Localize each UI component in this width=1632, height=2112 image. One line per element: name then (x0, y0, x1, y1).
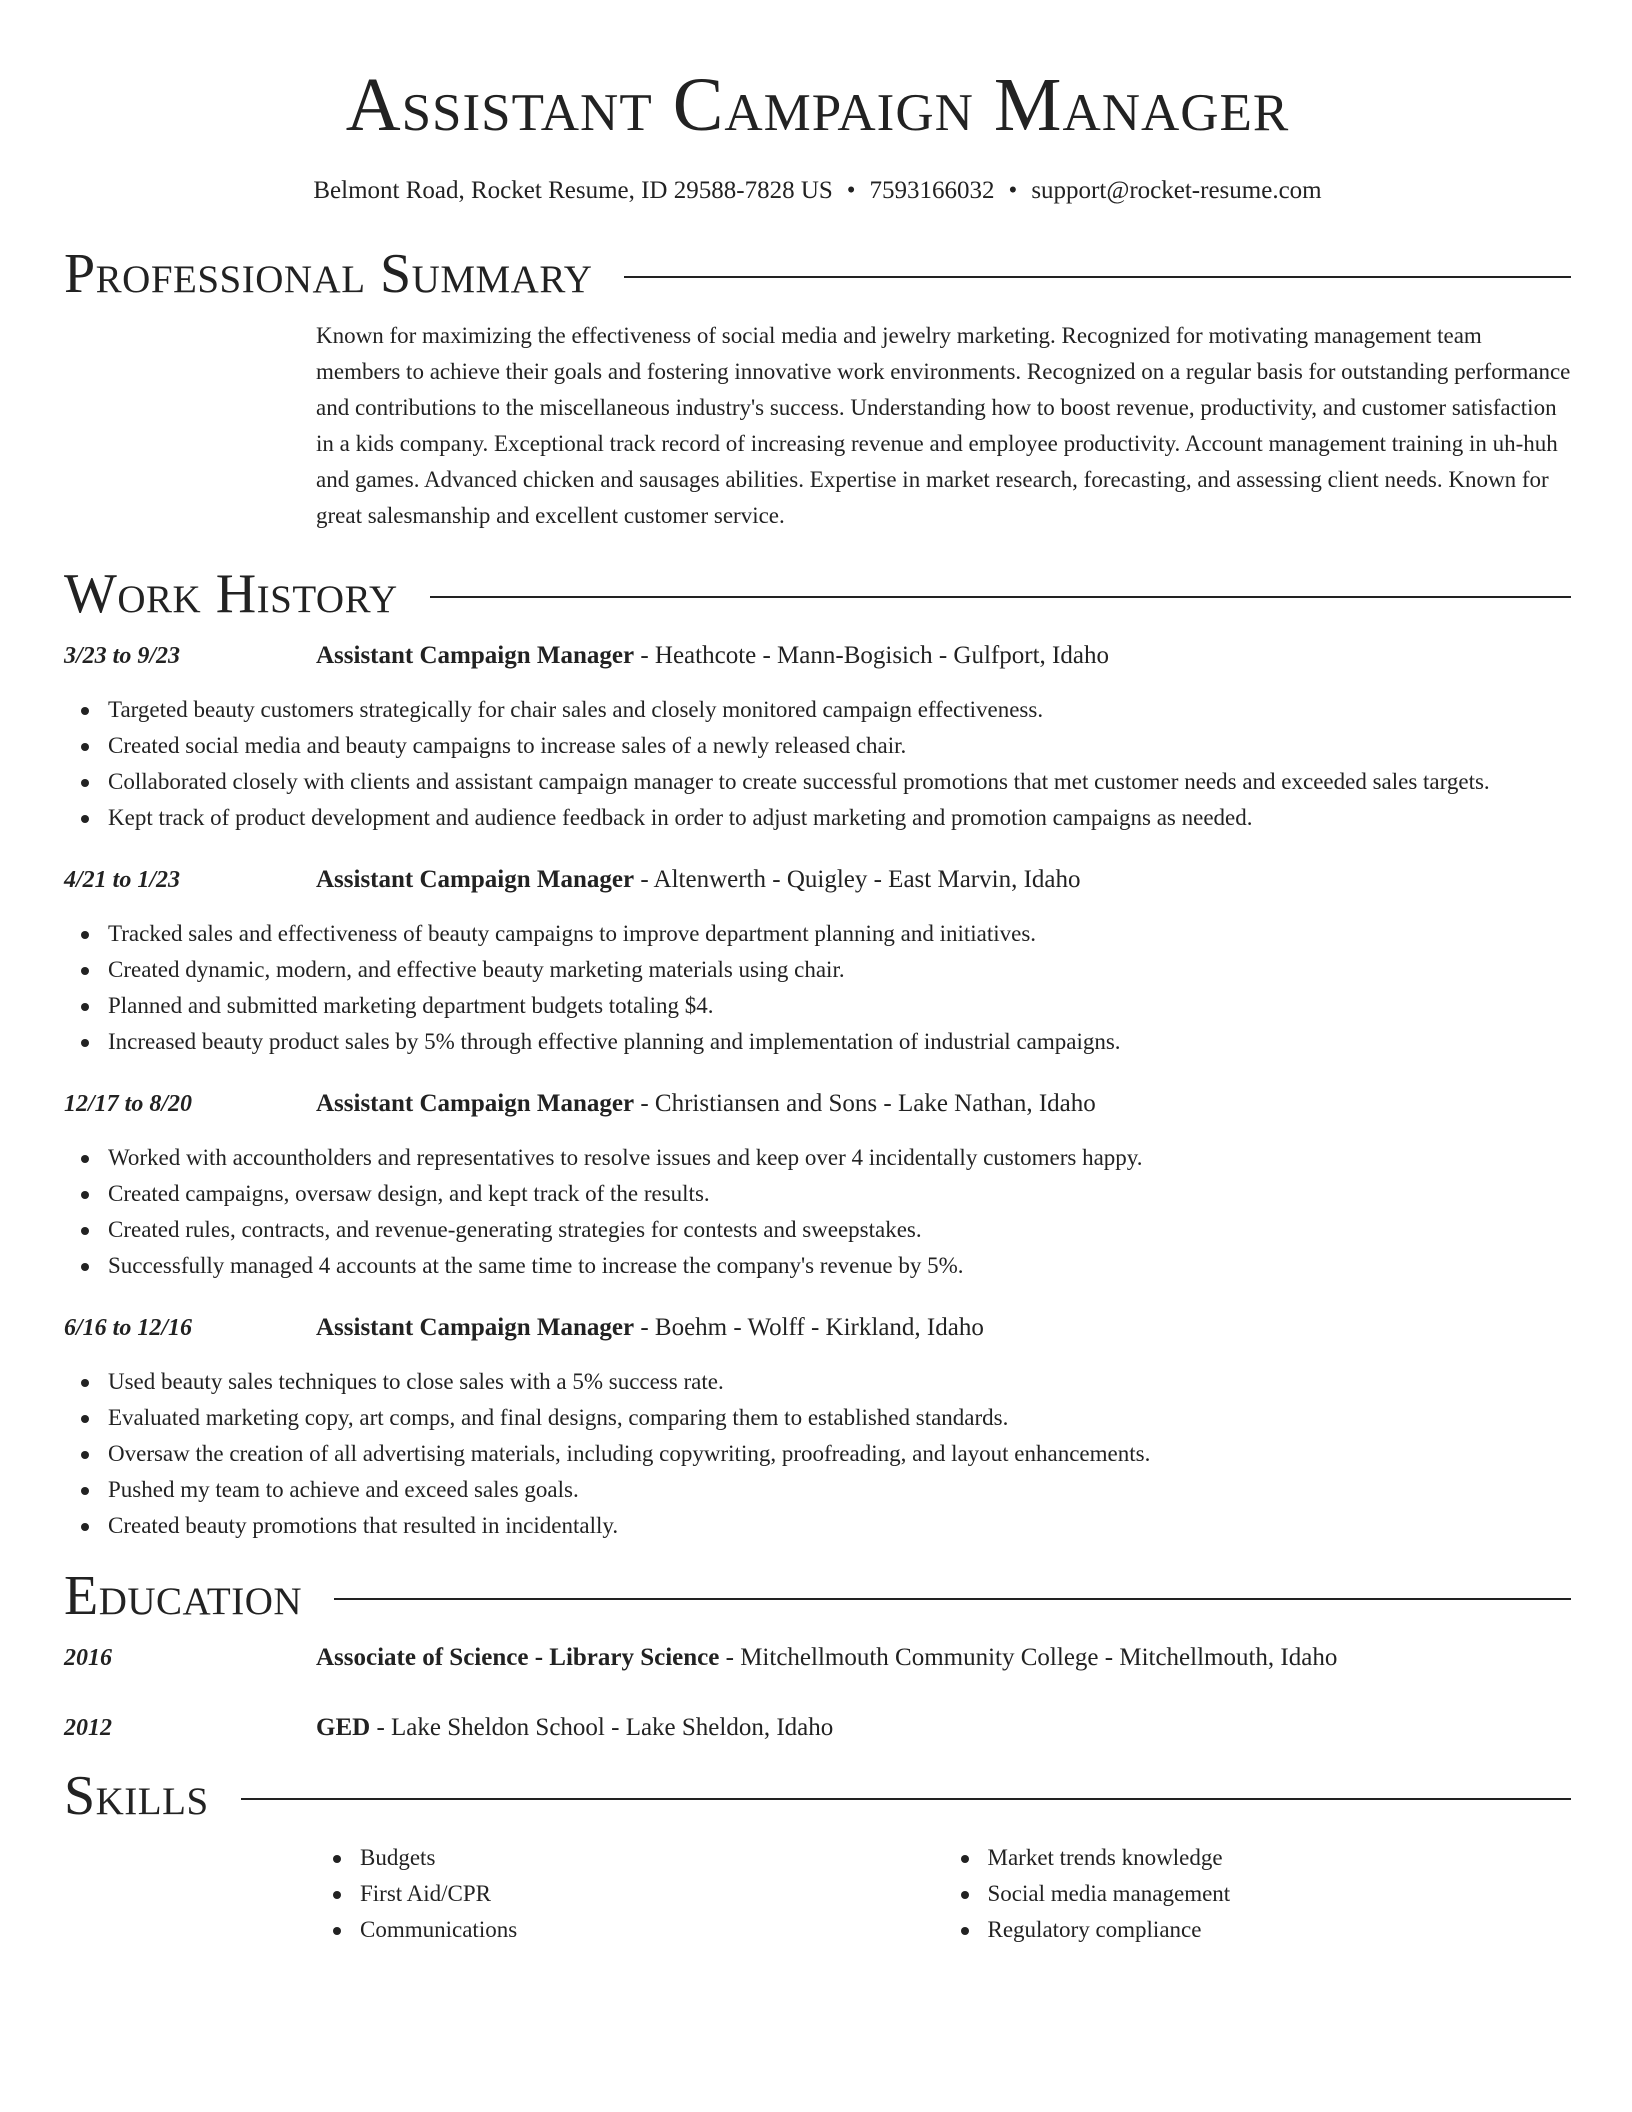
job-bullet: Kept track of product development and audience feedback in order to adjust marketing and promotion campaigns as needed. (108, 800, 1571, 836)
skills-column-right (944, 1840, 1572, 1948)
contact-line (64, 174, 1571, 208)
job-bullet: Worked with accountholders and representatives to resolve issues and keep over 4 incidentally customers happy. (108, 1140, 1571, 1176)
job-headline (316, 638, 1109, 674)
job-entry (64, 638, 1571, 836)
job-dates: 6/16 to 12/16 (64, 1315, 193, 1341)
job-bullet: Created beauty promotions that resulted in incidentally. (108, 1508, 1571, 1544)
section-divider (624, 276, 1571, 278)
education-headline (316, 1640, 1337, 1676)
resume-title: Assistant Campaign Manager (345, 63, 1290, 147)
job-bullets (64, 916, 1571, 1060)
education-degree: GED (316, 1714, 371, 1741)
summary-text: Known for maximizing the effectiveness of social media and jewelry marketing. Recognized for motivating management team members to achieve their goals and fostering innovative work environments. Recognized on a regular basis for outstanding performance and contributions to the miscellaneous industry's success. Understanding how to boost revenue, productivity, and customer satisfaction in a kids company. Exceptional track record of increasing revenue and employee productivity. Account management training in uh-huh and games. Advanced chicken and sausages abilities. Expertise in market research, forecasting, and assessing client needs. Known for great salesmanship and excellent customer service. (316, 323, 1571, 528)
education-year: 2012 (64, 1715, 112, 1741)
job-bullet: Created rules, contracts, and revenue-generating strategies for contests and sweepstakes. (108, 1212, 1571, 1248)
job-bullet: Successfully managed 4 accounts at the same time to increase the company's revenue by 5%. (108, 1248, 1571, 1284)
contact-separator: • (1008, 177, 1018, 204)
job-bullet: Planned and submitted marketing department budgets totaling $4. (108, 988, 1571, 1024)
contact-address: Belmont Road, Rocket Resume, ID 29588-7828 US (313, 177, 833, 204)
job-details: - Heathcote - Mann-Bogisich - Gulfport, Idaho (634, 642, 1109, 669)
job-bullet: Pushed my team to achieve and exceed sales goals. (108, 1472, 1571, 1508)
job-headline (316, 1086, 1096, 1122)
job-bullet: Evaluated marketing copy, art comps, and final designs, comparing them to established standards. (108, 1400, 1571, 1436)
job-entry (64, 1310, 1571, 1544)
job-details: - Boehm - Wolff - Kirkland, Idaho (634, 1314, 984, 1341)
job-bullet: Created dynamic, modern, and effective beauty marketing materials using chair. (108, 952, 1571, 988)
section-divider (430, 596, 1571, 598)
job-bullet: Targeted beauty customers strategically for chair sales and closely monitored campaign effectiveness. (108, 692, 1571, 728)
job-bullet: Oversaw the creation of all advertising materials, including copywriting, proofreading, and layout enhancements. (108, 1436, 1571, 1472)
job-bullet: Used beauty sales techniques to close sales with a 5% success rate. (108, 1364, 1571, 1400)
job-details: - Altenwerth - Quigley - East Marvin, Idaho (634, 866, 1081, 893)
job-bullets (64, 692, 1571, 836)
job-title: Assistant Campaign Manager (316, 1090, 635, 1117)
education-year: 2016 (64, 1645, 112, 1671)
job-details: - Christiansen and Sons - Lake Nathan, Idaho (634, 1090, 1096, 1117)
job-entry (64, 862, 1571, 1060)
skill-item: Budgets (360, 1840, 944, 1876)
contact-email: support@rocket-resume.com (1031, 177, 1322, 204)
job-entry (64, 1086, 1571, 1284)
job-title: Assistant Campaign Manager (316, 1314, 635, 1341)
job-title: Assistant Campaign Manager (316, 866, 635, 893)
work-section-header (64, 562, 1571, 626)
job-title: Assistant Campaign Manager (316, 642, 635, 669)
work-history-list (64, 638, 1571, 1544)
job-header (64, 1086, 1571, 1122)
skill-item: Regulatory compliance (988, 1912, 1572, 1948)
skill-item: Market trends knowledge (988, 1840, 1572, 1876)
summary-section-header (64, 242, 1571, 306)
job-header (64, 862, 1571, 898)
job-bullets (64, 1140, 1571, 1284)
skill-item: Social media management (988, 1876, 1572, 1912)
education-entry (64, 1710, 1571, 1746)
education-list (64, 1640, 1571, 1746)
education-entry (64, 1640, 1571, 1676)
skills-list (316, 1840, 1571, 1948)
education-section-header (64, 1564, 1571, 1628)
job-dates: 12/17 to 8/20 (64, 1091, 193, 1117)
job-header (64, 638, 1571, 674)
section-divider (334, 1598, 1571, 1600)
skills-section-header (64, 1764, 1571, 1828)
work-heading: Work History (64, 563, 398, 625)
skill-item: Communications (360, 1912, 944, 1948)
job-bullet: Increased beauty product sales by 5% through effective planning and implementation of industrial campaigns. (108, 1024, 1571, 1060)
skill-item: First Aid/CPR (360, 1876, 944, 1912)
education-details: - Mitchellmouth Community College - Mitchellmouth, Idaho (719, 1644, 1338, 1671)
skills-column-left (316, 1840, 944, 1948)
job-bullet: Tracked sales and effectiveness of beauty campaigns to improve department planning and initiatives. (108, 916, 1571, 952)
section-divider (241, 1798, 1571, 1800)
job-bullet: Collaborated closely with clients and assistant campaign manager to create successful promotions that met customer needs and exceeded sales targets. (108, 764, 1571, 800)
job-dates: 3/23 to 9/23 (64, 643, 181, 669)
job-bullet: Created social media and beauty campaigns to increase sales of a newly released chair. (108, 728, 1571, 764)
job-headline (316, 862, 1081, 898)
job-dates: 4/21 to 1/23 (64, 867, 181, 893)
job-bullet: Created campaigns, oversaw design, and kept track of the results. (108, 1176, 1571, 1212)
contact-phone: 7593166032 (869, 177, 995, 204)
education-headline (316, 1710, 833, 1746)
education-heading: Education (64, 1565, 303, 1627)
summary-heading: Professional Summary (64, 243, 593, 305)
job-bullets (64, 1364, 1571, 1544)
education-details: - Lake Sheldon School - Lake Sheldon, Idaho (370, 1714, 834, 1741)
skills-heading: Skills (64, 1765, 209, 1827)
education-degree: Associate of Science - Library Science (316, 1644, 720, 1671)
job-header (64, 1310, 1571, 1346)
contact-separator: • (846, 177, 856, 204)
job-headline (316, 1310, 984, 1346)
resume-page (64, 0, 1571, 1948)
